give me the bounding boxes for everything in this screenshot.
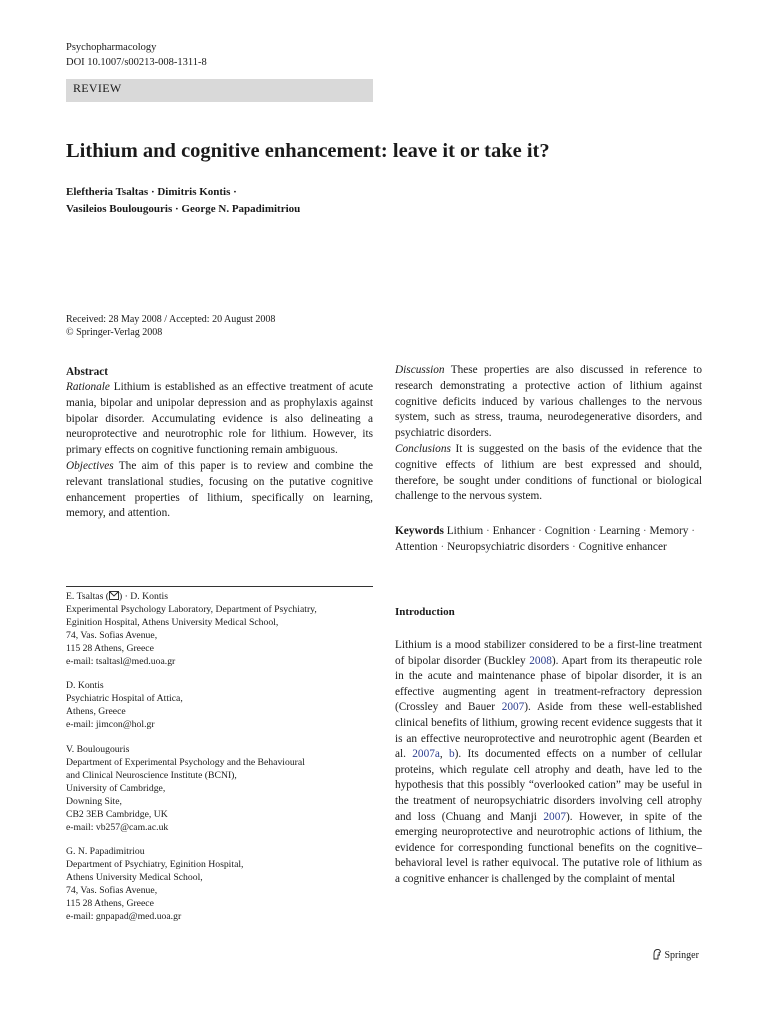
paper-title: Lithium and cognitive enhancement: leave it or take it? — [66, 140, 550, 162]
affiliation-1 — [66, 591, 386, 668]
citation-link[interactable]: 2008 — [529, 654, 552, 667]
introduction-body — [395, 638, 702, 888]
objectives-text: The aim of this paper is to review and combine the relevant translational studies, focusing on the putative cognitive enhancement properties of lithium, specifically on learning, memory, and attention. — [66, 459, 374, 520]
affil-1-line-3: Eginition Hospital, Athens University Medical School, — [66, 616, 279, 628]
publisher-name: Springer — [664, 950, 699, 961]
keywords-label: Keywords — [395, 525, 444, 537]
rationale-label: Rationale — [66, 381, 110, 393]
keyword-separator: · — [535, 525, 542, 537]
citation-link[interactable]: b — [448, 748, 455, 761]
intro-text: , — [439, 748, 449, 761]
abstract-right — [395, 363, 702, 505]
affil-4-line-2: Athens University Medical School, — [66, 872, 203, 884]
affil-3-line-3: University of Cambridge, — [66, 782, 166, 794]
affil-3-line-0: V. Boulougouris — [66, 744, 130, 756]
rationale-text: Lithium is established as an effective treatment of acute mania, bipolar and unipolar depression and as prophylaxis against bipolar disorder. Accumulating evidence is also delineating a neuroprotective and neurotrophic role for lithium. However, its primary effects on cognitive functioning remain ambiguous. — [66, 381, 374, 457]
affil-3-email[interactable]: e-mail: vb257@cam.ac.uk — [66, 821, 169, 833]
affil-3-line-1: Department of Experimental Psychology and the Behavioural — [66, 756, 305, 768]
objectives-label: Objectives — [66, 459, 114, 472]
introduction-heading: Introduction — [395, 606, 455, 618]
affil-2-line-2: Athens, Greece — [66, 706, 126, 718]
author-list — [66, 184, 466, 218]
journal-header — [66, 40, 207, 70]
footnote-separator — [66, 586, 373, 587]
author-line-1: Eleftheria Tsaltas · Dimitris Kontis · — [66, 186, 237, 198]
affil-3-line-5: CB2 3EB Cambridge, UK — [66, 808, 168, 820]
keyword-item: Cognitive enhancer — [578, 540, 667, 553]
affil-3-line-2: and Clinical Neuroscience Institute (BCNI), — [66, 769, 237, 781]
envelope-icon — [109, 591, 119, 600]
section-label: REVIEW — [73, 81, 122, 95]
discussion-text: These properties are also discussed in reference to research demonstrating a protective action of lithium against cognitive deficits induced by various challenges to the nervous system, such as stress, trauma, neurodegenerative disorders, and psychiatric disorders. — [395, 364, 702, 440]
intro-text: ). Its documented effects on a number of cellular proteins, which regulate cell atrophy and death, have led to the hypothesis that this possibly “overlooked cation” may be useful in the treatment of neuropsychiatric disorders involving cell atrophy and loss (Chuang and Manji — [395, 748, 702, 823]
affil-4-line-0: G. N. Papadimitriou — [66, 846, 145, 858]
affil-1-line-5: 115 28 Athens, Greece — [66, 642, 154, 654]
keyword-item: Attention — [395, 540, 438, 553]
affiliation-4 — [66, 846, 386, 923]
citation-link[interactable]: 2007 — [501, 701, 525, 714]
keyword-separator: · — [688, 525, 696, 537]
keyword-separator: · — [569, 540, 576, 553]
affiliation-2 — [66, 680, 386, 732]
discussion-label: Discussion — [395, 364, 445, 376]
affil-4-line-4: 115 28 Athens, Greece — [66, 898, 154, 910]
affil-3-line-4: Downing Site, — [66, 795, 122, 807]
intro-text: ). Apart from its therapeutic role in the acute and maintenance phase of bipolar disorder, it is an effective augmenting agent in treatment-refractory depression (Crossley and Bauer — [395, 654, 702, 714]
affiliations — [66, 591, 386, 936]
affil-4-line-3: 74, Vas. Sofias Avenue, — [66, 885, 158, 897]
conclusions-label: Conclusions — [395, 442, 451, 455]
keyword-item: Learning — [599, 525, 641, 537]
abstract-left — [66, 380, 373, 522]
keyword-separator: · — [437, 540, 445, 553]
keywords-block — [395, 524, 702, 556]
doi: DOI 10.1007/s00213-008-1311-8 — [66, 57, 207, 68]
affil-2-line-0: D. Kontis — [66, 680, 104, 692]
publisher-mark — [652, 948, 699, 961]
affil-1-email[interactable]: e-mail: tsaltasl@med.uoa.gr — [66, 655, 176, 667]
keyword-item: Enhancer — [492, 525, 536, 537]
affil-2-email[interactable]: e-mail: jimcon@hol.gr — [66, 719, 155, 731]
springer-horse-icon — [652, 948, 662, 960]
affil-1-line-2: Experimental Psychology Laboratory, Department of Psychiatry, — [66, 603, 317, 615]
intro-text: Lithium is a mood stabilizer considered to be a first-line treatment of bipolar disorder (Buckley — [395, 639, 702, 667]
citation-link[interactable]: 2007 — [543, 810, 566, 823]
affil-4-line-1: Department of Psychiatry, Eginition Hospital, — [66, 859, 244, 871]
conclusions-text: It is suggested on the basis of the evidence that the cognitive effects of lithium are best expressed and should, therefore, be sought under conditions of functional or biological challenge to the nervous system. — [395, 442, 702, 503]
copyright: © Springer-Verlag 2008 — [66, 327, 163, 338]
keyword-item: Memory — [649, 525, 689, 537]
affil-1-line-4: 74, Vas. Sofias Avenue, — [66, 629, 158, 641]
journal-name: Psychopharmacology — [66, 42, 157, 53]
citation-link[interactable]: 2007a — [412, 748, 440, 761]
received-accepted: Received: 28 May 2008 / Accepted: 20 August 2008 — [66, 314, 276, 325]
keyword-item: Lithium — [446, 525, 484, 537]
affil-2-line-1: Psychiatric Hospital of Attica, — [66, 693, 183, 705]
intro-text: ). However, in spite of the emerging neuroprotective and neurotrophic actions of lithium, the evidence for corresponding functional benefits on the cognitive–behavioral level is rather equivocal. The putative role of lithium as a cognitive enhancer is challenged by the complaint of mental — [395, 810, 702, 885]
intro-text: ). Aside from these well-established clinical benefits of lithium, growing recent evidence suggests that it is an effective neuroprotective and neurotrophic agent (Bearden et al. — [395, 701, 702, 761]
affil-1-line-0: E. Tsaltas ( — [66, 591, 109, 602]
affiliation-3 — [66, 744, 386, 834]
abstract-heading: Abstract — [66, 366, 109, 378]
keyword-item: Cognition — [544, 525, 590, 537]
author-line-2: Vasileios Boulougouris · George N. Papadimitriou — [66, 203, 301, 215]
affil-4-email[interactable]: e-mail: gnpapad@med.uoa.gr — [66, 910, 182, 922]
keyword-separator: · — [589, 525, 597, 537]
affil-1-line-1: ) · D. Kontis — [119, 591, 168, 602]
dates-block — [66, 313, 275, 339]
keyword-item: Neuropsychiatric disorders — [447, 540, 570, 553]
keyword-separator: · — [640, 525, 647, 537]
keyword-separator: · — [483, 525, 490, 537]
